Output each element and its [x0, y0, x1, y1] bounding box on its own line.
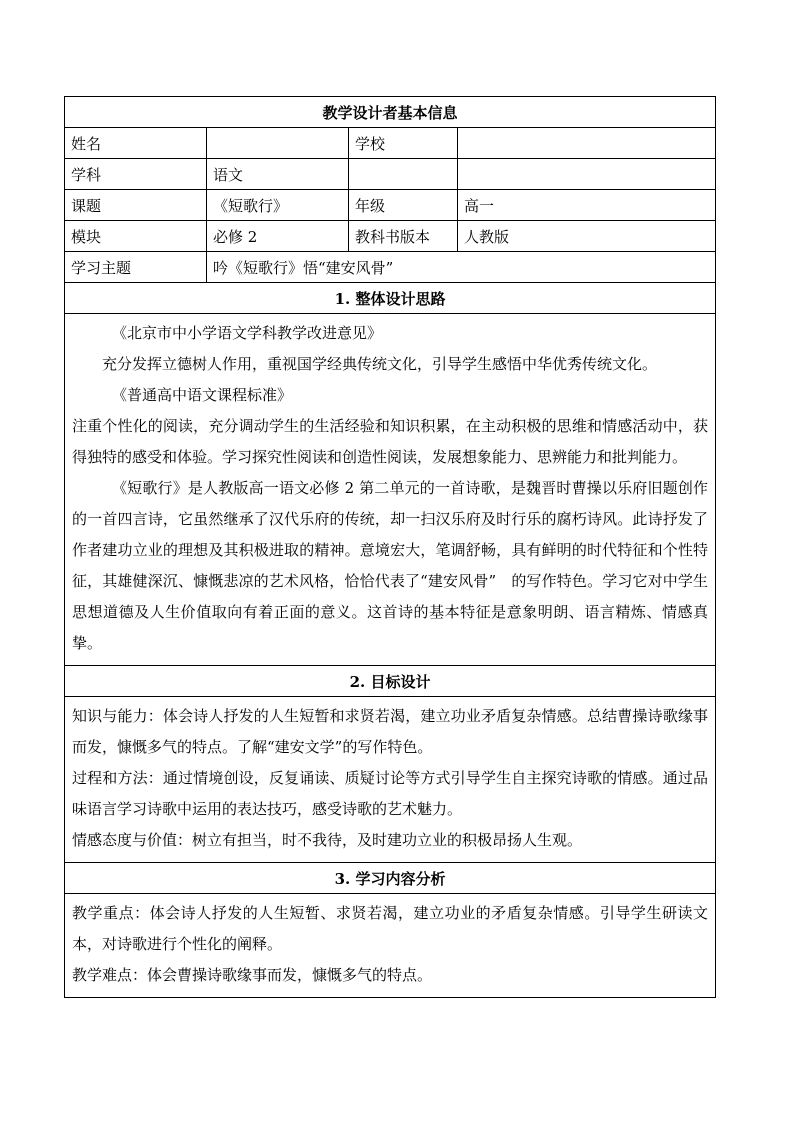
lesson-design-table — [64, 96, 716, 998]
section3-body-row — [65, 894, 716, 998]
info-row-name — [65, 128, 716, 159]
section2-paragraph-3: 情感态度与价值：树立有担当，时不我待，及时建功立业的积极昂扬人生观。 — [72, 831, 583, 849]
school-label: 学校 — [349, 128, 458, 159]
section1-paragraph-1: 《北京市中小学语文学科教学改进意见》 — [112, 324, 383, 342]
section2-body-row — [65, 697, 716, 863]
name-label: 姓名 — [65, 128, 207, 159]
table-title: 教学设计者基本信息 — [65, 97, 716, 128]
title-row — [65, 97, 716, 128]
empty-value-cell — [458, 159, 716, 190]
section2-body — [65, 697, 716, 863]
section1-heading-row — [65, 283, 716, 314]
name-value — [207, 128, 349, 159]
section1-paragraph-4: 注重个性化的阅读，充分调动学生的生活经验和知识积累，在主动积极的思维和情感活动中，获得独特的感受和体验。学习探究性阅读和创造性阅读，发展想象能力、思辨能力和批判能力。 — [72, 417, 709, 466]
textbook-version-value: 人教版 — [458, 221, 716, 252]
grade-label: 年级 — [349, 190, 458, 221]
section1-body — [65, 314, 716, 666]
section1-paragraph-5: 《短歌行》是人教版高一语文必修 2 第二单元的一首诗歌，是魏晋时曹操以乐府旧题创作的一首四言诗，它虽然继承了汉代乐府的传统，却一扫汉乐府及时行乐的腐朽诗风。此诗抒发了作者建功立业的理想及其积极进取的精神。意境宏大，笔调舒畅，具有鲜明的时代特征和个性特征，其雄健深沉、慷慨悲凉的艺术风格，恰恰代表了“建安风骨” 的写作特色。学习它对中学生思想道德及人生价值取向有着正面的意义。这首诗的基本特征是意象明朗、语言精炼、情感真挚。 — [72, 479, 709, 652]
section3-paragraph-1: 教学重点：体会诗人抒发的人生短暂、求贤若渴，建立功业的矛盾复杂情感。引导学生研读文本，对诗歌进行个性化的阐释。 — [72, 904, 709, 953]
topic-label: 课题 — [65, 190, 207, 221]
subject-label: 学科 — [65, 159, 207, 190]
section1-body-row — [65, 314, 716, 666]
info-row-module — [65, 221, 716, 252]
module-value: 必修 2 — [207, 221, 349, 252]
section3-heading-row — [65, 863, 716, 894]
topic-value: 《短歌行》 — [207, 190, 349, 221]
school-value — [458, 128, 716, 159]
empty-label-cell — [349, 159, 458, 190]
section1-paragraph-3: 《普通高中语文课程标准》 — [112, 386, 293, 404]
section1-heading: 1. 整体设计思路 — [65, 283, 716, 314]
textbook-version-label: 教科书版本 — [349, 221, 458, 252]
section3-body — [65, 894, 716, 998]
learning-theme-value: 吟《短歌行》悟“建安风骨” — [207, 252, 716, 283]
section2-paragraph-1: 知识与能力：体会诗人抒发的人生短暂和求贤若渴，建立功业矛盾复杂情感。总结曹操诗歌缘事而发，慷慨多气的特点。了解“建安文学”的写作特色。 — [72, 707, 709, 756]
learning-theme-label: 学习主题 — [65, 252, 207, 283]
section2-heading-row — [65, 666, 716, 697]
section1-paragraph-2: 充分发挥立德树人作用，重视国学经典传统文化，引导学生感悟中华优秀传统文化。 — [102, 355, 658, 373]
section2-heading: 2. 目标设计 — [65, 666, 716, 697]
grade-value: 高一 — [458, 190, 716, 221]
info-row-theme — [65, 252, 716, 283]
info-row-subject — [65, 159, 716, 190]
module-label: 模块 — [65, 221, 207, 252]
subject-value: 语文 — [207, 159, 349, 190]
section2-paragraph-2: 过程和方法：通过情境创设，反复诵读、质疑讨论等方式引导学生自主探究诗歌的情感。通过品味语言学习诗歌中运用的表达技巧，感受诗歌的艺术魅力。 — [72, 769, 709, 818]
section3-heading: 3. 学习内容分析 — [65, 863, 716, 894]
section3-paragraph-2: 教学难点：体会曹操诗歌缘事而发，慷慨多气的特点。 — [72, 966, 433, 984]
info-row-topic — [65, 190, 716, 221]
